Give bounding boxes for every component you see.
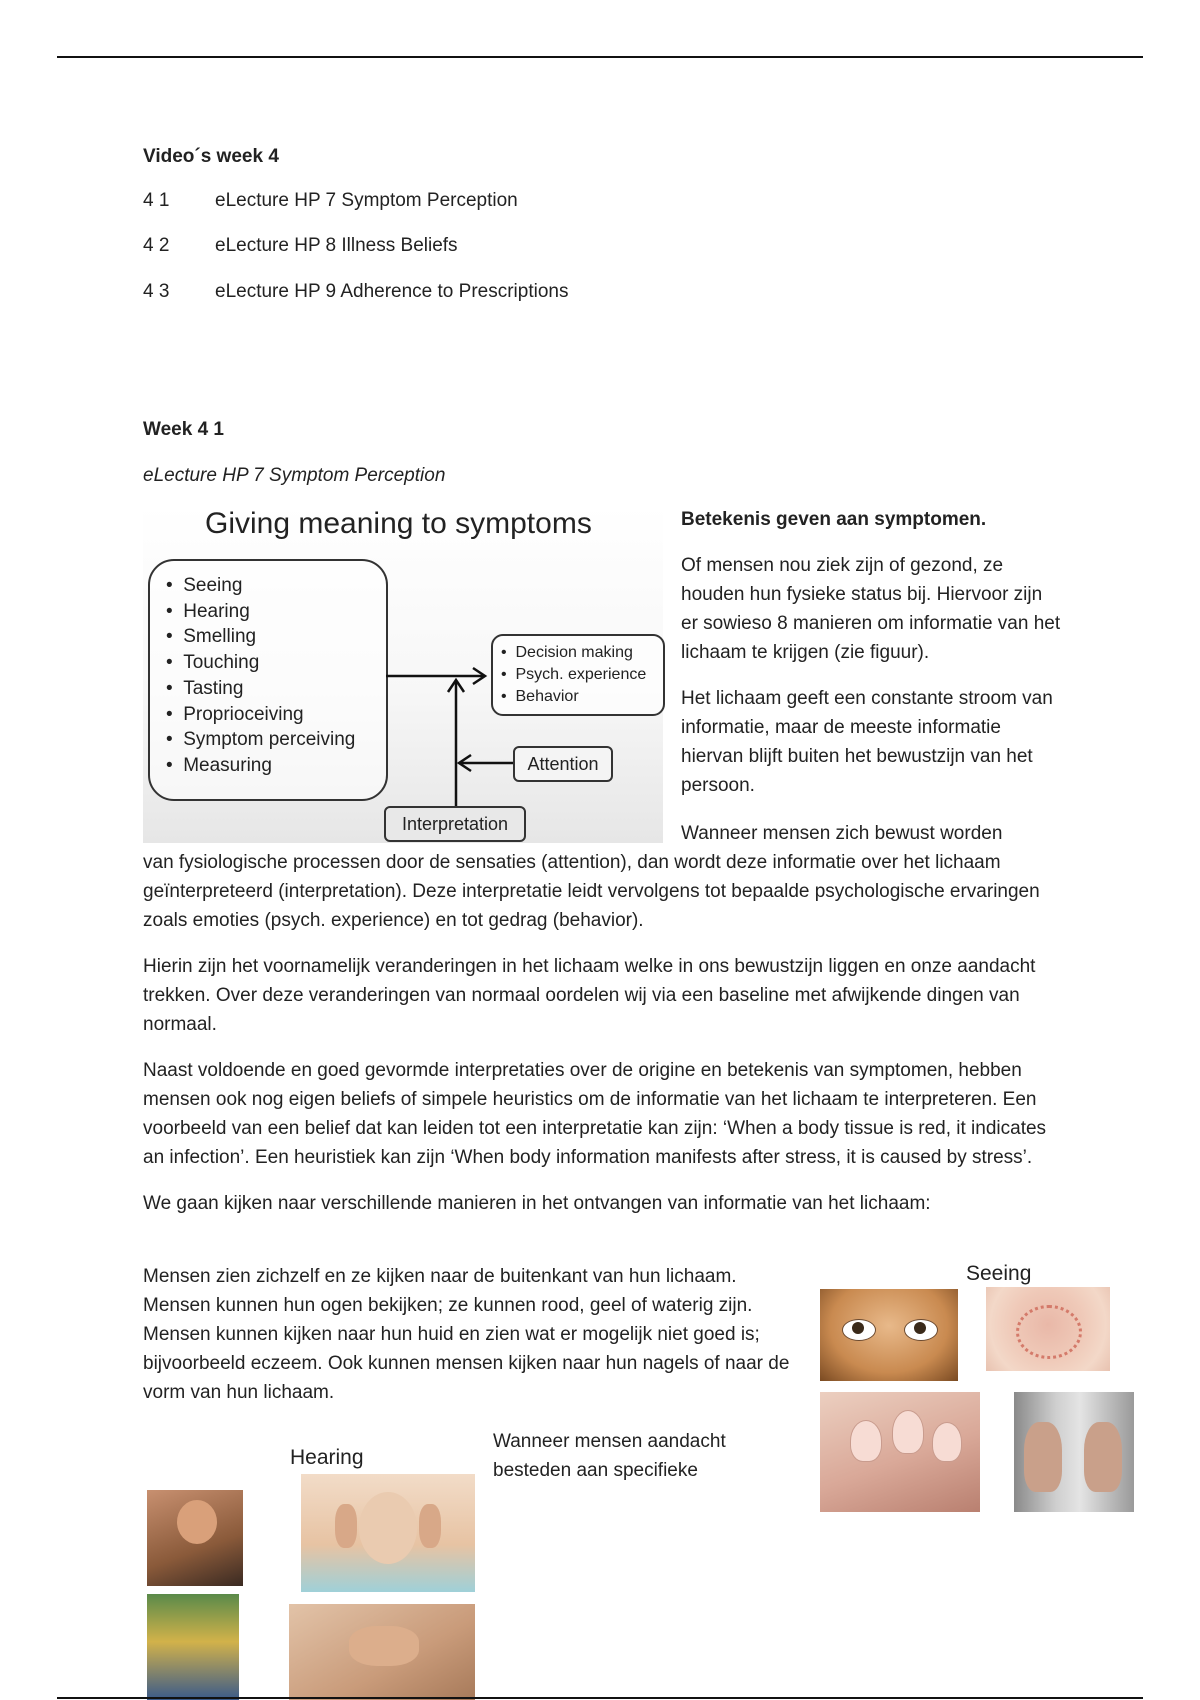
videos-heading: Video´s week 4 [143,146,279,167]
bottom-rule [57,1697,1143,1699]
stomach-ache-photo [147,1594,239,1700]
paragraph-8: Wanneer mensen aandacht besteden aan specifieke [493,1431,726,1481]
side-paragraph-1: Of mensen nou ziek zijn of gezond, ze houden hun fysieke status bij. Hiervoor zijn er sowieso 8 manieren om informatie van het lichaam te krijgen (zie figuur). [681,555,1061,663]
video-title: eLecture HP 7 Symptom Perception [215,190,518,211]
video-title: eLecture HP 8 Illness Beliefs [215,235,458,256]
paragraph-5: Naast voldoende en goed gevormde interpretaties over de origine en betekenis van symptomen, hebben mensen ook nog eigen beliefs of simpele heuristics om de informatie van het lichaam te interpreteren. Een voorbeeld van een belief dat kan leiden tot een interpretatie kan zijn: ‘When a body tissue is red, it indicates an infection’. Een heuristiek kan zijn ‘When body information manifests after stress, it is caused by stress’. [143,1060,1047,1168]
side-column [681,505,1061,800]
video-item[interactable] [143,281,568,303]
paragraph-3-start: Wanneer mensen zich bewust worden [681,823,1003,844]
side-heading: Betekenis geven aan symptomen. [681,509,987,530]
outcome-item: • Psych. experience [501,666,647,683]
sense-item: • Seeing [166,575,243,596]
week-subtitle: eLecture HP 7 Symptom Perception [143,465,446,486]
video-title: eLecture HP 9 Adherence to Prescriptions [215,281,569,302]
eyes-photo [820,1289,958,1381]
sense-item: • Tasting [166,677,244,699]
video-number: 4 3 [143,281,170,302]
paragraph-3-rest: van fysiologische processen door de sensaties (attention), dan wordt deze informatie over het lichaam geïnterpreteerd (interpretation). Deze interpretatie leidt vervolgens tot bepaalde psychologische ervaringen zoals emoties (psych. experience) en tot gedrag (behavior). [143,852,1040,931]
body-text [143,848,1063,1218]
sense-item: • Hearing [166,600,250,622]
sense-item: • Proprioceiving [166,703,304,725]
outcome-item: • Decision making [501,644,633,661]
ears-covered-photo [301,1474,475,1592]
paragraph-4: Hierin zijn het voornamelijk veranderingen in het lichaam welke in ons bewustzijn liggen en onze aandacht trekken. Over deze veranderingen van normaal oordelen wij via een baseline met afwijkende dingen van normaal. [143,956,1036,1035]
attention-box: Attention [513,746,613,782]
seeing-caption: Seeing [966,1262,1032,1285]
side-paragraph-2: Het lichaam geeft een constante stroom van informatie, maar de meeste informatie hiervan blijft buiten het bewustzijn van het persoon. [681,688,1053,796]
skin-rash-photo [986,1287,1110,1371]
week-heading: Week 4 1 [143,419,224,440]
nails-photo [820,1392,980,1512]
sense-item: • Touching [166,652,260,674]
sense-item: • Symptom perceiving [166,729,356,751]
video-number: 4 2 [143,235,170,256]
hearing-caption: Hearing [290,1446,364,1469]
figure-title: Giving meaning to symptoms [205,507,592,540]
outcome-item: • Behavior [501,688,579,705]
coughing-photo [147,1490,243,1586]
paragraph-6: We gaan kijken naar verschillende manieren in het ontvangen van informatie van het lichaam: [143,1193,931,1214]
interpretation-box: Interpretation [384,806,526,842]
paragraph-7: Mensen zien zichzelf en ze kijken naar de buitenkant van hun lichaam. Mensen kunnen hun ogen bekijken; ze kunnen rood, geel of waterig zijn. Mensen kunnen kijken naar hun huid en zien wat er mogelijk niet goed is; bijvoorbeeld eczeem. Ook kunnen mensen kijken naar hun nagels of naar de vorm van hun lichaam. [143,1266,790,1403]
body-shape-photo [1014,1392,1134,1512]
sense-item: • Measuring [166,754,272,776]
symptom-figure [143,505,663,843]
figure-arrows [143,505,663,843]
sense-item: • Smelling [166,626,257,648]
video-number: 4 1 [143,190,170,211]
video-item[interactable] [143,190,518,212]
abdomen-photo [289,1604,475,1700]
video-item[interactable] [143,235,458,257]
top-rule [57,56,1143,58]
